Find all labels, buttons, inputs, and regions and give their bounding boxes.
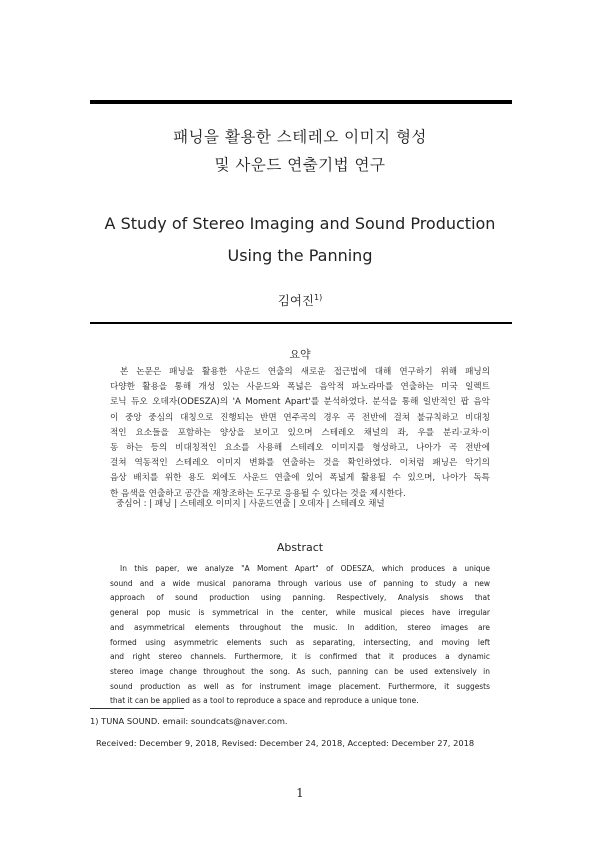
english-abstract-line: sound production as well as for instrument image placement. Furthermore, it suggests xyxy=(110,680,490,691)
english-abstract-line: that it can be applied as a tool to reproduce a space and reproduce a unique tone. xyxy=(110,695,419,706)
english-abstract-line: general pop music is symmetrical in the center, while musical pieces have irregular xyxy=(110,607,490,618)
korean-abstract-line: 본 논문은 패닝을 활용한 사운드 연출의 새로운 접근법에 대해 연구하기 위해 패닝의 xyxy=(120,367,490,377)
section-rule xyxy=(90,322,512,324)
submission-dates: Received: December 9, 2018, Revised: December 24, 2018, Accepted: December 27, 2018 xyxy=(96,738,475,748)
english-abstract-line: sound and a wide musical panorama through various use of panning to study a new xyxy=(110,577,490,588)
korean-title-line-1: 패닝을 활용한 스테레오 이미지 형성 xyxy=(173,128,427,146)
korean-abstract-line: 적인 요소들을 포함하는 양상을 보이고 있으며 스테레오 채널의 좌, 우를 분리·교차·이 xyxy=(110,427,490,438)
korean-abstract-line: 한 음색을 연출하고 공간을 재창조하는 도구로 응용될 수 있다는 것을 제시한다. xyxy=(110,488,406,499)
author-name xyxy=(0,291,600,309)
top-rule xyxy=(90,100,512,104)
english-abstract-line: and right stereo channels. Furthermore, it is confirmed that it produces a dynamic xyxy=(110,651,490,662)
english-abstract-line: and asymmetrical elements throughout the music. In addition, stereo images are xyxy=(110,621,490,632)
korean-abstract-body xyxy=(110,365,490,502)
author-name-text: 김여진 xyxy=(277,293,314,308)
english-title-line-2: Using the Panning xyxy=(227,246,373,265)
english-abstract-line: stereo image change throughout the song. As such, panning can be used extensively in xyxy=(110,665,490,676)
english-abstract-line: In this paper, we analyze "A Moment Apart" of ODESZA, which produces a unique xyxy=(120,563,490,573)
korean-title-line-2: 및 사운드 연출기법 연구 xyxy=(214,156,386,174)
english-abstract-heading: Abstract xyxy=(276,541,324,554)
korean-abstract-line: 동 하는 등의 비대칭적인 요소를 사용해 스테레오 이미지를 형성하고, 나아가 곡 전반에 xyxy=(110,443,490,454)
english-abstract-body xyxy=(110,561,490,708)
author-footnote-mark: 1) xyxy=(314,292,323,302)
english-title-line-1: A Study of Stereo Imaging and Sound Production xyxy=(104,214,496,233)
korean-abstract-line: 음상 배치를 위한 용도 외에도 사운드 연출에 있어 폭넓게 활용될 수 있으며, 나아가 독특 xyxy=(110,473,490,484)
author-footnote: 1) TUNA SOUND. email: soundcats@naver.com. xyxy=(90,716,288,726)
keywords: 중심어 : | 패닝 | 스테레오 이미지 | 사운드연출 | 오데자 | 스테레오 채널 xyxy=(116,499,385,509)
footnote-rule xyxy=(90,708,184,709)
korean-abstract-line: 걸쳐 역동적인 스테레오 이미지 변화를 연출하는 것을 확인하였다. 이처럼 패닝은 악기의 xyxy=(110,458,490,469)
korean-abstract-line: 로닉 듀오 오데자(ODESZA)의 'A Moment Apart'를 분석하였다. 분석을 통해 일반적인 팝 음악 xyxy=(110,397,490,408)
korean-abstract-heading: 요약 xyxy=(289,348,311,361)
korean-abstract-line: 다양한 활용을 통해 개성 있는 사운드와 폭넓은 음악적 파노라마를 연출하는 미국 일렉트 xyxy=(110,382,490,393)
english-abstract-line: approach of sound production using panning. Respectively, Analysis shows that xyxy=(110,592,490,603)
english-abstract-line: formed using asymmetric elements such as separating, intersecting, and moving left xyxy=(110,636,490,647)
page-number: 1 xyxy=(296,786,304,800)
korean-abstract-line: 이 중앙 중심의 대칭으로 진행되는 반면 연주곡의 경우 곡 전반에 걸쳐 불규칙하고 비대칭 xyxy=(110,412,490,423)
